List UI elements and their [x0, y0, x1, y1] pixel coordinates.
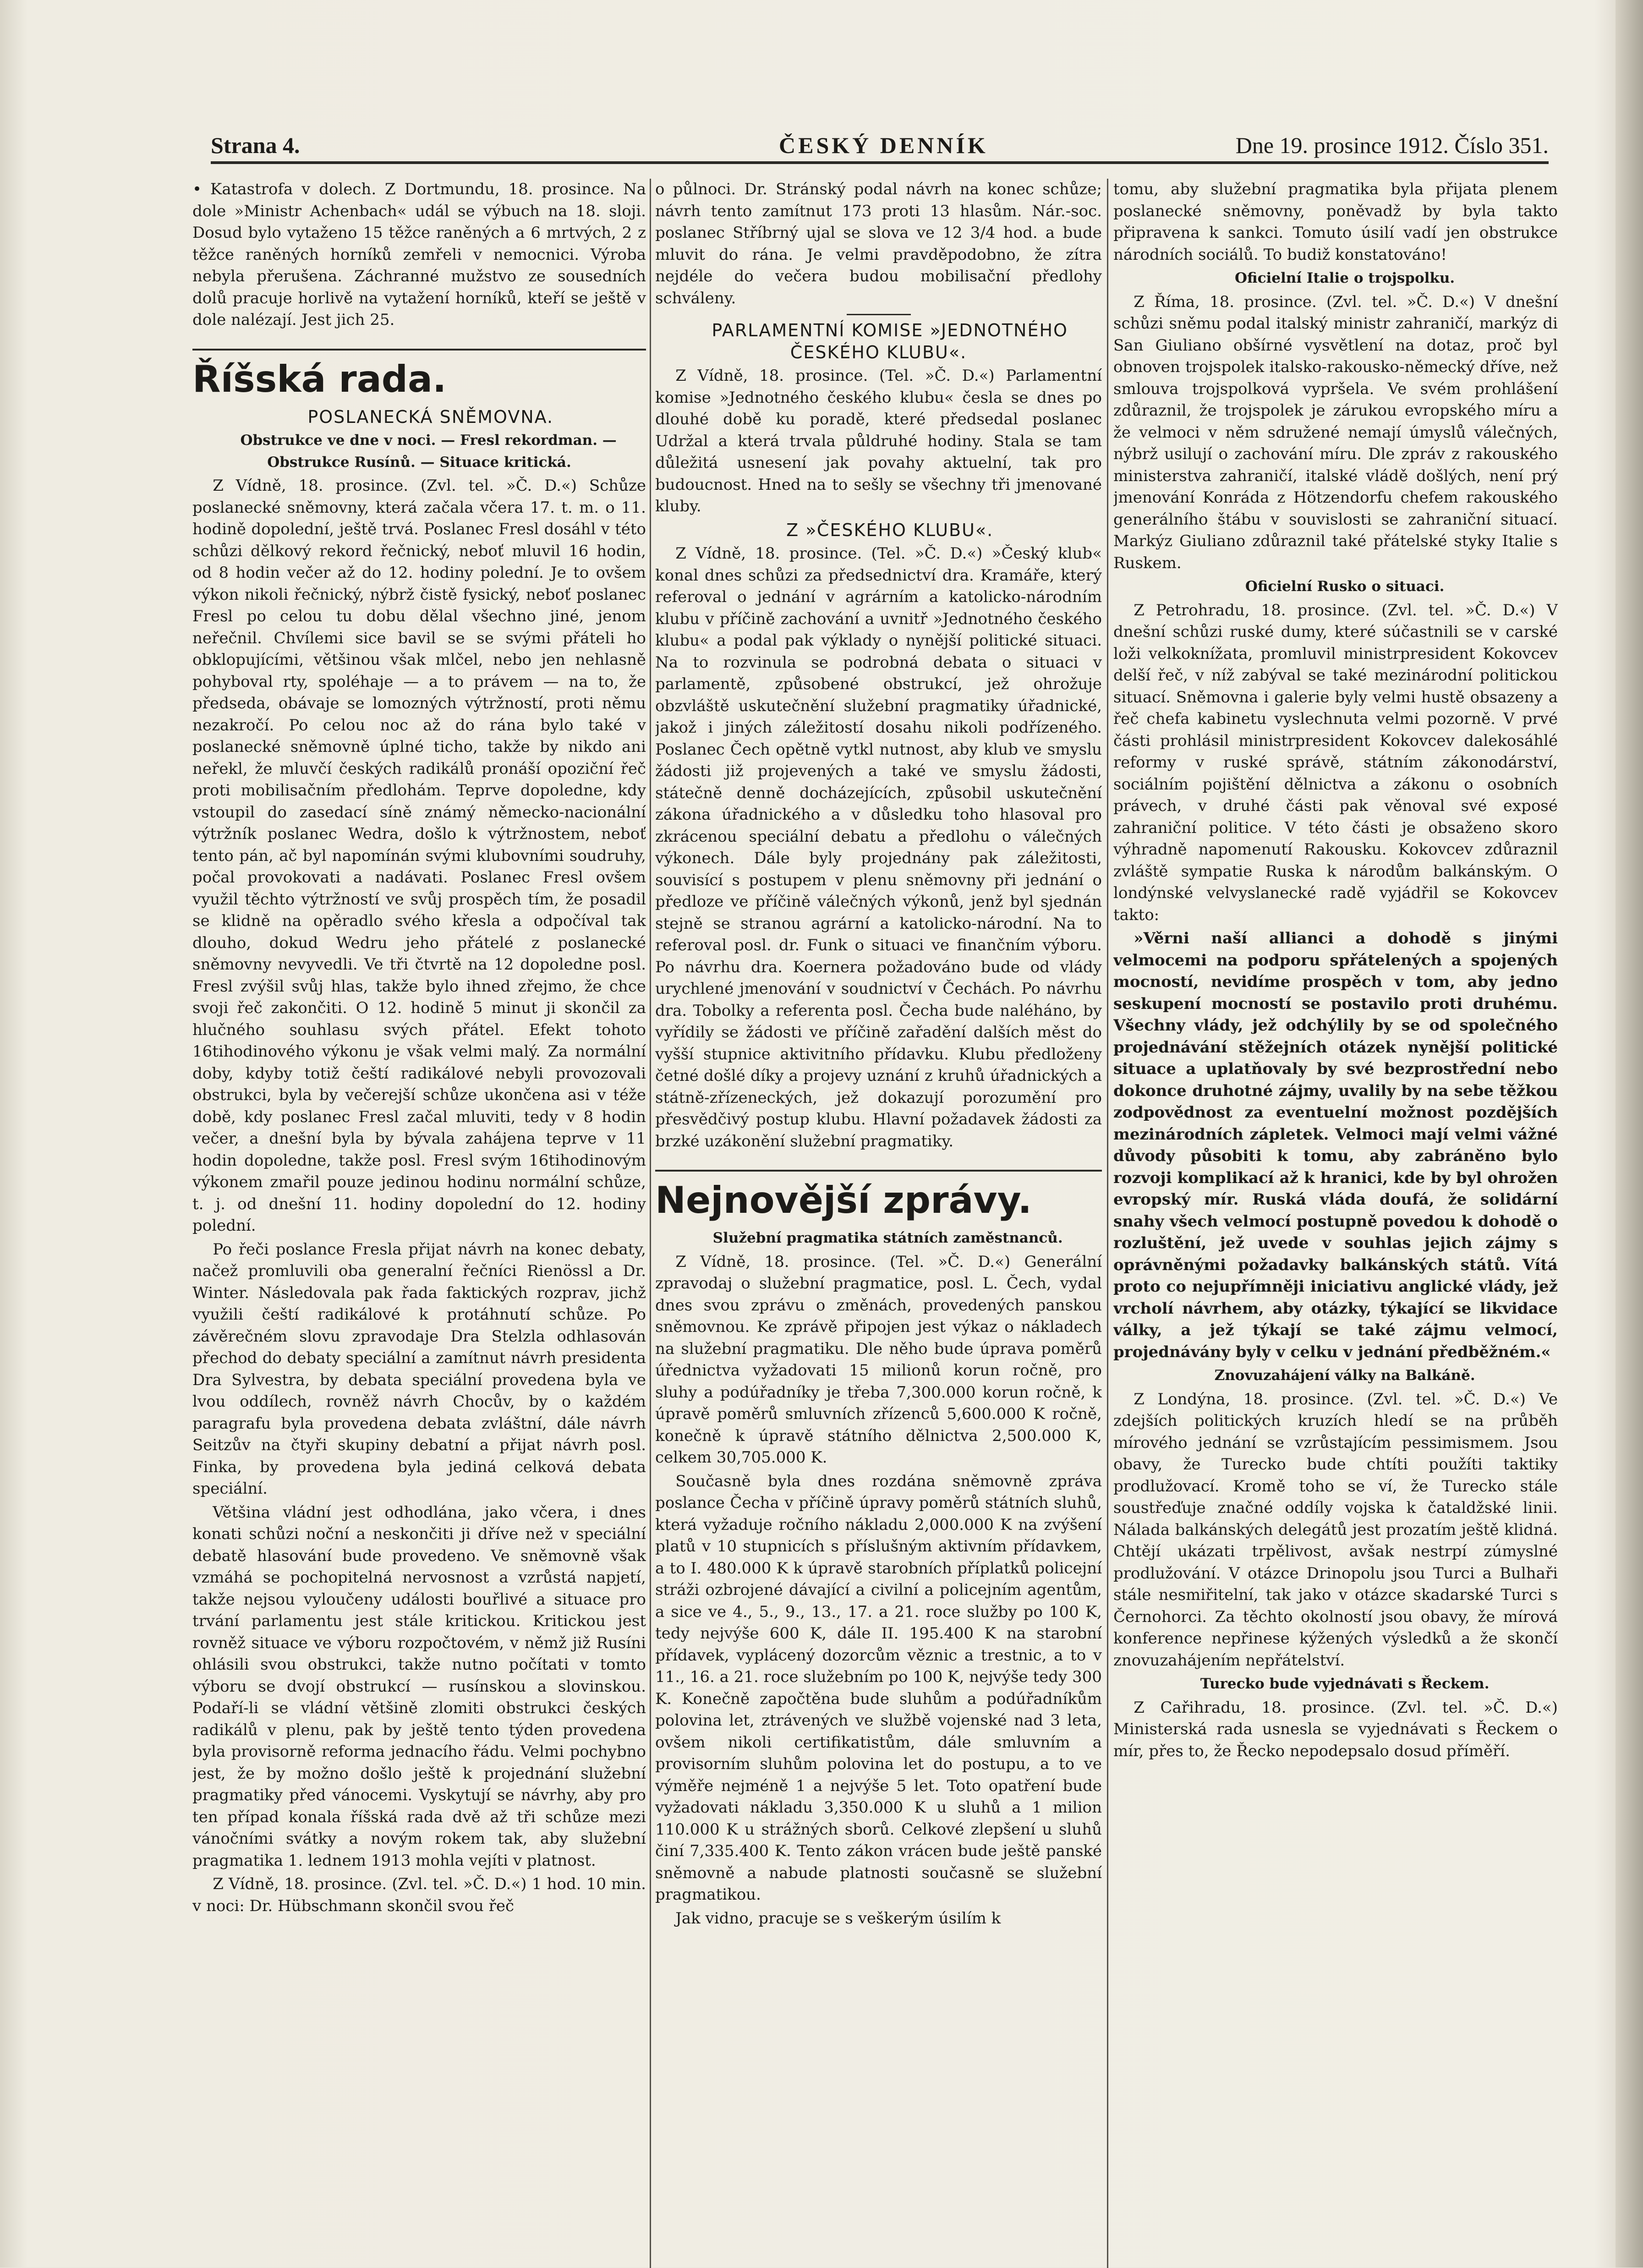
issue-date: Dne 19. prosince 1912. Číslo 351.: [1235, 132, 1549, 158]
article-kokovcev-quote: »Věrni naší allianci a dohodě s jinými velmocemi na podporu spřátelených a spojených mocností, nevidíme prospěch v tom, aby jedno seskupení mocností se postavilo proti druhému. Všechny vlády, jež odchýlily by se od společného projednávání stěžejních otázek nynější politické situace a uplatňovaly by své bezprostřední nebo dokonce druhotné zájmy, uvalily by na sebe těžkou zodpovědnost za eventuelní možnost pozdějších mezinárodních zápletek. Velmoci mají velmi vážné důvody působiti k tomu, aby zabráněno bylo rozvoji komplikací až k hranici, kde by byl ohrožen evropský mír. Ruská vláda doufá, že solidární snahy všech velmocí postupně povedou k dohodě o rozluštění, jež uvede v souhlas jejich zájmy s oprávněnými požadavky balkánských států. Vítá proto co nejupřímněji iniciativu anglické vlády, jež vrcholí návrhem, aby otázky, týkající se likvidace války, a jež týkají se také zájmu velmocí, projednávány byly v celku v jednání předběžném.«: [1113, 929, 1558, 1361]
article-pragmatika: Z Vídně, 18. prosince. (Tel. »Č. D.«) Generální zpravodaj o služební pragmatice, posl. L. Čech, vydal dnes svou zprávu o změnách, provedených panskou sněmovnou. Ke zprávě připojen jest výkaz o nákladech na služební pragmatiku. Dle něho bude úprava poměrů úřednictva vyžadovati 15 milionů korun ročně, pro sluhy a podúřadníky je třeba 7,300.000 korun ročně, k úpravě poměrů smluvních zřízenců 5,600.000 K ročně, konečně k úpravě státního dělnictva 2,500.000 K, celkem 30,705.000 K.: [655, 1252, 1102, 1467]
article-debata: Po řeči poslance Fresla přijat návrh na konec debaty, načež promluvili oba generalní řečníci Rienössl a Dr. Winter. Následovala pak řada faktických rozprav, jichž využili čeští radikálové k protáhnutí schůze. Po závěrečném slovu zpravodaje Dra Stelzla odhlasován přechod do debaty speciální a zamítnut návrh presidenta Dra Sylvestra, by debata speciální provedena byla ve lvou oddílech, rovněž návrh Chocův, by o každém paragrafu byla provedena debata zvláštní, dále návrh Seitzův na čtyři skupiny debatní a přijat návrh posl. Finka, by provedena byla jediná celková debata speciální.: [192, 1240, 646, 1498]
article-cesky-klub: Z Vídně, 18. prosince. (Tel. »Č. D.«) »Český klub« konal dnes schůzi za předsednictví dra. Kramáře, který referoval o jednání v agrárním a katolicko-národním klubu v příčině zachování a uvnitř »Jednotného českého klubu« a podal pak výklady o nynější politické situaci. Na to rozvinula se podrobná debata o situaci v parlamentě, způsobené obstrukcí, jež ohrožuje obzvláště uskutečnění služební pragmatiky úřadnické, jakož i jiných záležitostí dosahu nikoli podřízeného. Poslanec Čech opětně vytkl nutnost, aby klub ve smyslu žádosti již projevených a také ve smyslu žádosti, státečně denně docházejících, způsobil uskutečnění zákona úřadnického a v důsledku toho hlasoval pro zkrácenou speciální debatu a předlohu o válečných výkonech. Dále byly projednány pak záležitosti, souvisící s postupem v plenu sněmovny při jednání o předloze ve příčině válečných výkonů, jenž byl sjednán stejně se stranou agrární a katolicko-národní. Na to referoval posl. dr. Funk o situaci ve finančním výboru. Po návrhu dra. Koernera požadováno bude od vlády urychlené jmenování v soudnictví v Čechách. Po návrhu dra. Tobolky a referenta posl. Čecha bude naléháno, by vyřídily se žádosti ve příčině zařadění dalších měst do vyšší stupnice aktivitního přídavku. Klubu předloženy četné došlé díky a projevy uznání z kruhů úřadnických a státně-zřízeneckých, jež dokazují porozumění pro přesvědčivý postup klubu. Hlavní požadavek žádosti za brzké uzákonění služební pragmatiky.: [655, 544, 1102, 1150]
subhead-parlamentni-komise: PARLAMENTNÍ KOMISE »JEDNOTNÉHO ČESKÉHO KLUBU«.: [712, 320, 1068, 362]
article-londyn: Z Londýna, 18. prosince. (Zvl. tel. »Č. D.«) Ve zdejších politických kruzích hledí se na průběh mírového jednání se vzrůstajícím pessimismem. Jsou obavy, že Turecko bude chtíti použíti taktiky prodlužovací. Kromě toho se ví, že Turecko stále soustřeďuje značné oddíly vojska k čataldžské linii. Nálada balkánských delegátů jest prozatím ještě klidná. Chtějí ukázati trpělivost, avšak nestrpí zúmyslné prodlužování. V otázce Drinopolu jsou Turci a Bulhaři stále nesmiřitelní, tak jako v otázce skadarské Turci s Černohorci. Za těchto okolností jsou obavy, že mírová konference nepřinese kýžených výsledků a že skončí znovuzahájením nepřátelství.: [1113, 1390, 1558, 1670]
column-2: [655, 179, 1102, 2268]
article-sluhove: Současně byla dnes rozdána sněmovně zpráva poslance Čecha v příčině úpravy poměrů státních sluhů, která vyžaduje ročního nákladu 2,000.000 K na zvýšení platů v 10 stupnicích s příslušným aktivním přídavkem, a to I. 480.000 K k úpravě starobních příplatků policejní stráži ozbrojené dávající a civilní a policejním agentům, a sice ve 4., 5., 9., 13., 17. a 21. roce služby po 100 K, tedy nejvýše 600 K, dále II. 195.400 K na starobní přídavek, vyplácený dozorcům věznic a trestnic, a to v 11., 16. a 21. roce služebním po 100 K, nejvýše tedy 300 K. Konečně započtěna bude sluhům a podúřadníkům polovina let, ztrávených ve službě vojenské nad 3 leta, ovšem nikoli certifikatistům, dále smluvním a provisorním sluhům polovina let do postupu, a to ve výměře nejméně 1 a nejvýše 5 let. Toto opatření bude vyžadovati nákladu 3,350.000 K u sluhů a 1 milion 110.000 K u strážných sborů. Celkové zlepšení u sluhů činí 7,335.400 K. Tento zákon vrácen bude ještě panské sněmovně a nabude platnosti současně se služební pragmatikou.: [655, 1472, 1102, 1904]
subhead-rusko: Oficielní Rusko o situaci.: [1245, 578, 1445, 595]
section-nejnovejsi-zpravy: Nejnovější zprávy.: [655, 1170, 1102, 1221]
page-fold-shadow: [1616, 0, 1643, 2268]
subhead-balkan: Znovuzahájení války na Balkáně.: [1214, 1367, 1475, 1384]
article-carihrad: Z Cařihradu, 18. prosince. (Zvl. tel. »Č. D.«) Ministerská rada usnesla se vyjednávati s Řeckem o mír, přes to, že Řecko nepodepsalo dosud příměří.: [1113, 1698, 1558, 1760]
page-header: [211, 129, 1549, 164]
section-risska-rada: Říšská rada.: [192, 349, 646, 400]
page-number: Strana 4.: [211, 132, 300, 158]
article-schuze: Z Vídně, 18. prosince. (Zvl. tel. »Č. D.«) Schůze poslanecké sněmovny, která začala včera 17. t. m. o 11. hodině dopolední, ještě trvá. Poslanec Fresl dosáhl v této schůzi dělkový rekord řečnický, neboť mluvil 16 hodin, od 8 hodin večer až do 12. hodiny polední. Je to ovšem výkon nikoli řečnický, nýbrž čistě fysický, neboť poslanec Fresl po celou tu dobu dělal všechno jiné, jenom neřečnil. Chvílemi sice bavil se se svými přáteli ho obklopujícími, většinou však mlčel, nebo jen nehlasně pohyboval rty, spoléhaje — a to právem — na to, že předseda, obávaje se lomozných výtržností, proti němu nezakročí. Po celou noc až do rána bylo také v poslanecké sněmovně úplné ticho, takže by nikdo ani neřekl, že mluvčí českých radikálů pronáší opoziční řeč proti mobilisačním předlohám. Teprve dopoledne, kdy vstoupil do zasedací síně známý německo-nacionální výtržník poslanec Wedra, došlo k výtržnostem, neboť tento pán, ač byl napomínán svými klubovními soudruhy, počal provokovati a nadávati. Poslanec Fresl ovšem využil těchto výtržností ve svůj prospěch tím, že posadil se klidně na opěradlo svého křesla a odpočíval tak dlouho, dokud Wedru jeho přátelé z poslanecké sněmovny nevyvedli. Ve tři čtvrtě na 12 dopoledne posl. Fresl zvýšil svůj hlas, takže bylo ihned zřejmo, že chce svoji řeč zakončiti. O 12. hodině 5 minut ji skončil za hlučného souhlasu svých přátel. Efekt tohoto 16tihodinového výkonu je však velmi malý. Za normální doby, kdyby totiž čeští radikálové nebyli provozovali obstrukci, byla by večerejší schůze ukončena asi v téže době, kdy poslanec Fresl začal mluviti, tedy v 8 hodin večer, a dnešní byla by bývala zahájena teprve v 11 hodin dopoledne, takže posl. Fresl svým 16tihodinovým výkonem zmařil pouze jedinou hodinu normální schůze, t. j. od dnešní 11. hodiny dopolední do 12. hodiny polední.: [192, 477, 646, 1235]
masthead-title: ČESKÝ DENNÍK: [779, 132, 988, 158]
column-rule-1: [650, 179, 651, 2268]
article-jak-vidno: Jak vidno, pracuje se s veškerým úsilím k: [675, 1909, 1001, 1928]
article-komise: Z Vídně, 18. prosince. (Tel. »Č. D.«) Parlamentní komise »Jednotného českého klubu« česla se dnes po dlouhé době ku poradě, které předsedal poslanec Udržal a která trvala půldruhé hodiny. Stala se tam důležitá usnesení jak povahy aktuelní, tak pro budoucnost. Hned na to sešly se všechny tři jmenované kluby.: [655, 367, 1102, 515]
article-tomu: tomu, aby služební pragmatika byla přijata plenem poslanecké sněmovny, poněvadž by byla takto připravena k sankci. Tomuto úsilí vadí jen obstrukce národních sociálů. To budiž konstatováno!: [1113, 180, 1558, 264]
article-katastrofa: • Katastrofa v dolech. Z Dortmundu, 18. prosince. Na dole »Ministr Achenbach« udál se výbuch na 18. sloji. Dosud bylo vytaženo 15 těžce raněných a 6 mrtvých, 2 z těžce raněných horníků zemřeli v nemocnici. Výroba nebyla přerušena. Záchranné mužstvo ze sousedních dolů pracuje horlivě na vytažení horníků, kteří se ještě v dole nalézají. Jest jich 25.: [192, 180, 646, 329]
subhead-turecko: Turecko bude vyjednávati s Řeckem.: [1200, 1676, 1490, 1692]
divider: [847, 314, 911, 315]
subhead-sluzebni-pragmatika: Služební pragmatika státních zaměstnanců.: [712, 1230, 1063, 1246]
subhead-obstrukce: Obstrukce ve dne v noci. — Fresl rekordman. — Obstrukce Rusínů. — Situace kritická.: [240, 432, 617, 471]
column-rule-2: [1107, 179, 1108, 2268]
article-pulnoc: o půlnoci. Dr. Stránský podal návrh na konec schůze; návrh tento zamítnut 173 proti 13 hlasům. Nár.-soc. poslanec Stříbrný ujal se slova ve 12 3/4 hod. a bude mluvit do rána. Je velmi pravděpodobno, že zítra nejdéle do večera budou mobilisační předlohy schváleny.: [655, 180, 1102, 307]
article-hubschmann: Z Vídně, 18. prosince. (Zvl. tel. »Č. D.«) 1 hod. 10 min. v noci: Dr. Hübschmann skončil svou řeč: [192, 1875, 646, 1915]
article-rim: Z Říma, 18. prosince. (Zvl. tel. »Č. D.«) V dnešní schůzi sněmu podal italský ministr zahraničí, markýz di San Giuliano obšírné vysvětlení na dotaz, proč byl obnoven trojspolek italsko-rakousko-německý dříve, než smlouva trojspolková vypršela. Ve svém prohlášení zdůraznil, že trojspolek je zárukou evropského míru a že velmoci v něm sdružené nemají úmyslů válečných, nýbrž usilují o zachování míru. Dle zpráv z rakouského ministerstva zahraničí, italské vládě došlých, není prý jmenování Konráda z Hötzendorfu chefem rakouského generálního štábu v souvislosti se zahraniční situací. Markýz Giuliano zdůraznil také přátelské styky Italie s Ruskem.: [1113, 292, 1558, 572]
subhead-cesky-klub: Z »ČESKÉHO KLUBU«.: [786, 520, 994, 540]
article-petrohrad: Z Petrohradu, 18. prosince. (Zvl. tel. »Č. D.«) V dnešní schůzi ruské dumy, které súčastnili se v carské loži velkoknížata, promluvil ministrpresident Kokovcev delší řeč, v níž zabýval se také mezinárodní politickou situací. Sněmovna i galerie byly velmi hustě obsazeny a řeč chefa kabinetu vyslechnuta velmi pozorně. V prvé části prohlásil ministrpresident Kokovcev dalekosáhlé reformy v ruské správě, státním zákonodárství, sociálním pojištění dělnictva a zákonu o osobních právech, v druhé části pak věnoval své exposé zahraniční politice. V této části je obsaženo skoro výhradně napomenutí Rakousku. Kokovcev zdůraznil zvláště sympatie Ruska k národům balkánským. O londýnské velvyslanecké radě vyjádřil se Kokovcev takto:: [1113, 601, 1558, 924]
column-1: [192, 179, 646, 2268]
article-vetsina: Většina vládní jest odhodlána, jako včera, i dnes konati schůzi noční a neskončiti ji dříve než v speciální debatě hlasování bude provedeno. Ve sněmovně však vzmáhá se pochopitelná nervosnost a vzrůstá napjetí, takže nejsou vyloučeny události bouřlivé a situace pro trvání parlamentu jest stále kritickou. Kritickou jest rovněž situace ve výboru rozpočtovém, v němž již Rusíni ohlásili svou obstrukci, takže nutno počítati v tomto výboru se dvojí obstrukcí — rusínskou a slovinskou. Podaří-li se vládní většině zlomiti obstrukci českých radikálů v plenu, pak by ještě tento týden provedena byla provisorně reforma jednacího řádu. Velmi pochybno jest, že by možno došlo ještě k projednání služební pragmatiky před vánocemi. Vyskytují se návrhy, aby pro ten případ konala říšská rada dvě až tři schůze mezi vánočními svátky a novým rokem tak, aby služební pragmatika 1. lednem 1913 mohla vejíti v platnost.: [192, 1503, 646, 1870]
column-3: [1113, 179, 1558, 2268]
subhead-italie: Oficielní Italie o trojspolku.: [1235, 270, 1455, 286]
subhead-poslanecka-snemovna: POSLANECKÁ SNĚMOVNA.: [307, 406, 554, 427]
